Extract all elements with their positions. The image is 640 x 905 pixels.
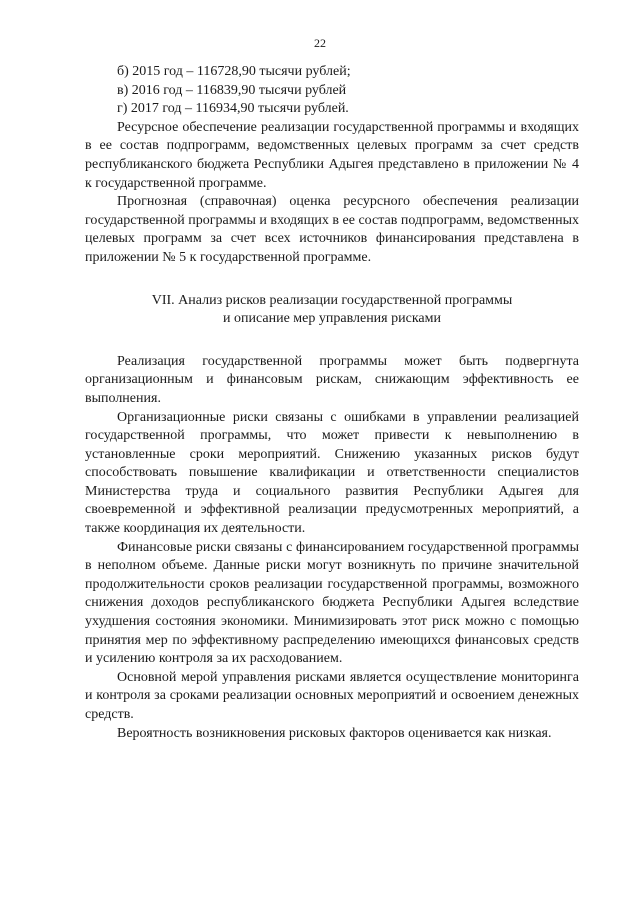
section-heading-line-2: и описание мер управления рисками <box>223 311 441 327</box>
paragraph-risk-intro: Реализация государственной программы может быть подвергнута организационным и финансовым рискам, снижающим эффективность ее выполнения. <box>85 353 579 406</box>
section-heading-line-1: VII. Анализ рисков реализации государственной программы <box>151 292 513 308</box>
funding-line-2017: г) 2017 год – 116934,90 тысячи рублей. <box>117 101 349 117</box>
document-body <box>85 63 579 743</box>
page-number: 22 <box>314 36 326 50</box>
paragraph-organizational-risks: Организационные риски связаны с ошибками в управлении реализацией государственной программы, что может привести к невыполнению в установленные сроки мероприятий. Снижению указанных рисков будут способствовать повышение квалификации и ответственности специалистов Министерства труда и социального развития Республики Адыгея для своевременной и эффективной реализации предусмотренных мероприятий, а также координация их деятельности. <box>85 409 579 537</box>
funding-line-2015: б) 2015 год – 116728,90 тысячи рублей; <box>117 64 351 79</box>
paragraph-forecast-estimate: Прогнозная (справочная) оценка ресурсного обеспечения реализации государственной программы и входящих в ее состав подпрограмм, ведомственных целевых программ за счет всех источников финансирования представлена в приложении № 5 к государственной программе. <box>85 194 579 265</box>
paragraph-risk-probability: Вероятность возникновения рисковых факторов оценивается как низкая. <box>117 725 552 741</box>
paragraph-resource-provision: Ресурсное обеспечение реализации государственной программы и входящих в ее состав подпрограмм, ведомственных целевых программ за счет средств республиканского бюджета Республики Адыгея представлено в приложении № 4 к государственной программе. <box>85 119 579 191</box>
funding-line-2016: в) 2016 год – 116839,90 тысячи рублей <box>117 82 347 98</box>
paragraph-financial-risks: Финансовые риски связаны с финансированием государственной программы в неполном объеме. Данные риски могут возникнуть по причине значительной продолжительности сроков реализации государственной программы, возможного снижения доходов республиканского бюджета Республики Адыгея вследствие ухудшения состояния экономики. Минимизировать этот риск можно с помощью принятия мер по эффективному распределению имеющихся финансовых средств и усилению контроля за их расходованием. <box>85 539 579 667</box>
paragraph-risk-management: Основной мерой управления рисками является осуществление мониторинга и контроля за сроками реализации основных мероприятий и освоением денежных средств. <box>85 669 579 722</box>
section-heading <box>85 292 579 329</box>
